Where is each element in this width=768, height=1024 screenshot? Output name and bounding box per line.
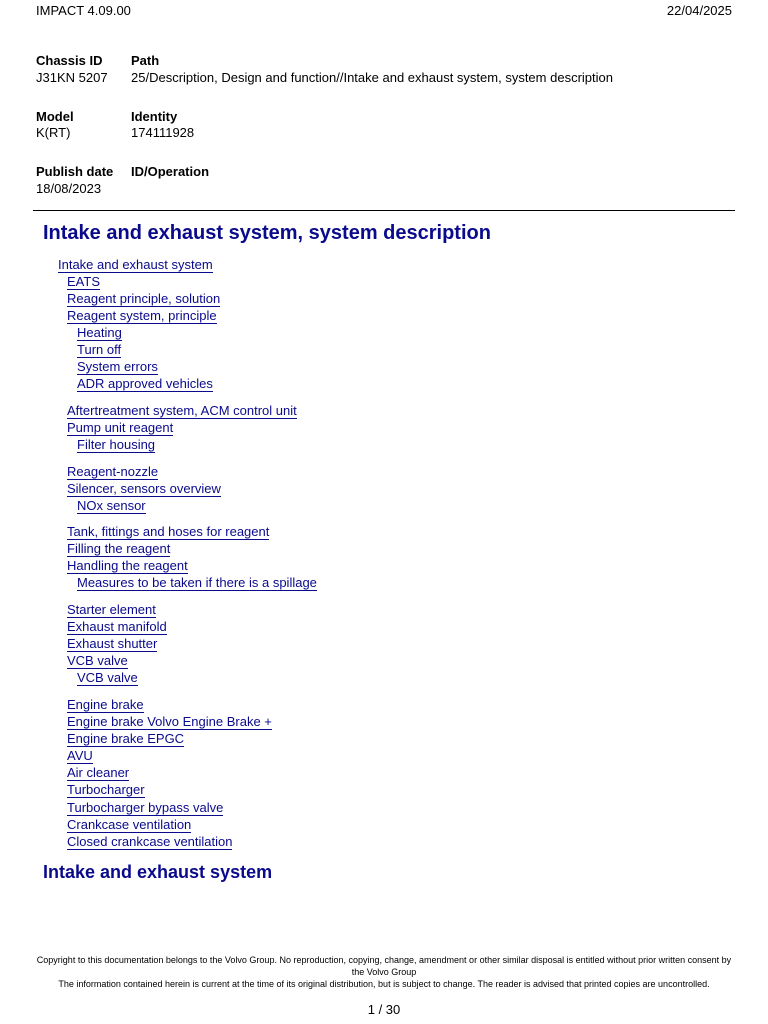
toc-link[interactable]: Turn off	[77, 342, 122, 357]
publish-date-label: Publish date	[36, 164, 114, 179]
app-version: IMPACT 4.09.00	[36, 3, 131, 18]
section-heading: Intake and exhaust system	[43, 862, 273, 882]
model-label: Model	[36, 109, 74, 124]
print-date: 22/04/2025	[666, 3, 732, 18]
toc-link[interactable]: Closed crankcase ventilation	[67, 834, 233, 849]
chassis-id-label: Chassis ID	[36, 53, 103, 68]
toc-link[interactable]: Engine brake EPGC	[67, 731, 185, 746]
identity-value: 174111928	[131, 125, 195, 140]
toc-link[interactable]: Pump unit reagent	[67, 420, 174, 435]
chassis-id-value: J31KN 5207	[36, 70, 108, 85]
toc-link[interactable]: VCB valve	[77, 670, 138, 685]
toc-link[interactable]: Engine brake	[67, 697, 144, 712]
toc-link[interactable]: AVU	[67, 748, 93, 763]
toc-link[interactable]: Exhaust manifold	[67, 619, 167, 634]
toc-link[interactable]: Reagent system, principle	[67, 308, 217, 323]
identity-label: Identity	[131, 109, 178, 124]
toc-link[interactable]: Tank, fittings and hoses for reagent	[67, 524, 270, 539]
toc-link[interactable]: Air cleaner	[67, 765, 130, 780]
toc-link[interactable]: Measures to be taken if there is a spillage	[77, 575, 317, 590]
id-operation-label: ID/Operation	[131, 164, 210, 179]
toc-link[interactable]: Silencer, sensors overview	[67, 481, 221, 496]
toc-link[interactable]: Crankcase ventilation	[67, 817, 192, 832]
toc-link[interactable]: Aftertreatment system, ACM control unit	[67, 403, 297, 418]
toc-link[interactable]: EATS	[67, 274, 100, 289]
toc-link[interactable]: VCB valve	[67, 653, 128, 668]
toc-link[interactable]: Filling the reagent	[67, 541, 171, 556]
toc-link[interactable]: Turbocharger	[67, 782, 145, 797]
toc-link[interactable]: Filter housing	[77, 437, 156, 452]
toc-link[interactable]: Handling the reagent	[67, 558, 188, 573]
toc-link[interactable]: System errors	[77, 359, 158, 374]
toc-link[interactable]: NOx sensor	[77, 498, 146, 513]
publish-date-value: 18/08/2023	[36, 181, 102, 196]
print-header	[36, 3, 732, 19]
document-title: Intake and exhaust system, system description	[43, 222, 491, 244]
toc-link[interactable]: Heating	[77, 325, 122, 340]
toc-link[interactable]: ADR approved vehicles	[77, 376, 213, 391]
toc-link[interactable]: Starter element	[67, 602, 156, 617]
page-number: 1 / 30	[367, 1002, 401, 1017]
toc-link[interactable]: Reagent principle, solution	[67, 291, 221, 306]
toc-link[interactable]: Turbocharger bypass valve	[67, 800, 224, 815]
copyright-notice: Copyright to this documentation belongs to the Volvo Group. No reproduction, copying, change, amendment or other similar disposal is entitled without prior written consent by the Volvo Group	[36, 955, 732, 977]
toc-link[interactable]: Intake and exhaust system	[58, 257, 213, 272]
model-value: K(RT)	[36, 125, 71, 140]
disclaimer-notice: The information contained herein is current at the time of its original distribution, but is subject to change. The reader is advised that printed copies are uncontrolled.	[58, 979, 710, 989]
toc-link[interactable]: Reagent-nozzle	[67, 464, 159, 479]
toc-link[interactable]: Exhaust shutter	[67, 636, 158, 651]
path-value: 25/Description, Design and function//Intake and exhaust system, system description	[131, 70, 613, 85]
path-label: Path	[131, 53, 160, 68]
toc-link[interactable]: Engine brake Volvo Engine Brake +	[67, 714, 272, 729]
header-divider	[33, 210, 735, 211]
